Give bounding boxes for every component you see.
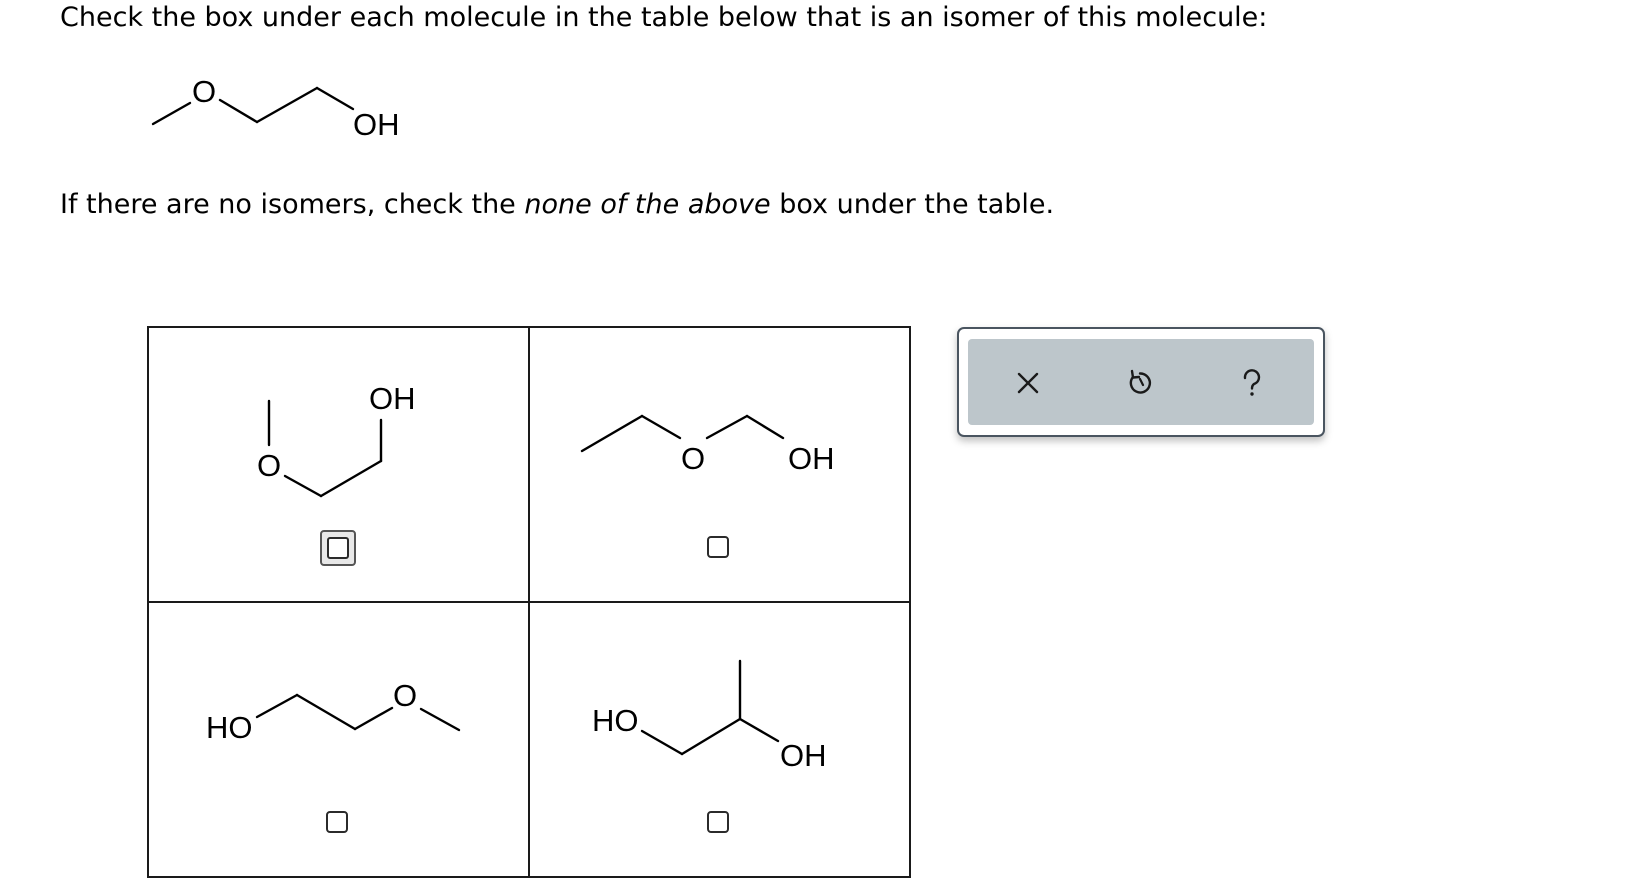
target-bond-3 bbox=[257, 88, 317, 122]
molecule-b-bond-1 bbox=[582, 416, 642, 451]
molecule-d-structure bbox=[530, 603, 909, 876]
molecule-a-checkbox[interactable] bbox=[320, 530, 356, 566]
molecule-a-bond-2 bbox=[285, 476, 321, 496]
choice-cell-a bbox=[148, 327, 529, 602]
target-bond-2 bbox=[220, 100, 257, 122]
help-icon bbox=[1236, 367, 1268, 399]
molecule-a-label-oh: OH bbox=[369, 381, 416, 416]
hint-emphasis: none of the above bbox=[524, 189, 771, 220]
molecule-b-bond-3 bbox=[707, 416, 747, 438]
clear-button[interactable] bbox=[1006, 361, 1050, 405]
molecule-c-checkbox[interactable] bbox=[326, 811, 348, 833]
molecule-d-label-ho: HO bbox=[592, 703, 639, 738]
question-instruction: Check the box under each molecule in the table below that is an isomer of this molecule: bbox=[60, 2, 1268, 33]
molecule-d-checkbox[interactable] bbox=[707, 811, 729, 833]
molecule-b-bond-2 bbox=[642, 416, 680, 438]
choice-cell-c bbox=[148, 602, 529, 877]
molecule-c-bond-4 bbox=[421, 709, 459, 730]
choice-cell-b bbox=[529, 327, 910, 602]
choices-table bbox=[147, 326, 911, 878]
molecule-d-bond-1 bbox=[642, 731, 682, 754]
molecule-b-structure bbox=[530, 328, 909, 601]
target-bond-4 bbox=[317, 88, 353, 109]
hint-text-end: box under the table. bbox=[770, 189, 1055, 220]
target-molecule-structure bbox=[145, 72, 425, 152]
target-bond-1 bbox=[153, 103, 190, 124]
molecule-c-label-o: O bbox=[393, 678, 418, 713]
help-button[interactable] bbox=[1230, 361, 1274, 405]
question-hint bbox=[60, 189, 1054, 220]
answer-toolbar bbox=[957, 327, 1325, 437]
undo-icon bbox=[1124, 367, 1156, 399]
molecule-c-bond-1 bbox=[257, 695, 297, 717]
molecule-b-label-oh: OH bbox=[788, 441, 835, 476]
molecule-a-checkbox-box[interactable] bbox=[327, 537, 349, 559]
molecule-b-bond-4 bbox=[747, 416, 783, 438]
target-label-o: O bbox=[192, 74, 217, 109]
molecule-d-label-oh: OH bbox=[780, 738, 827, 773]
choice-cell-d bbox=[529, 602, 910, 877]
molecule-c-label-ho: HO bbox=[206, 710, 253, 745]
undo-button[interactable] bbox=[1118, 361, 1162, 405]
hint-text-start: If there are no isomers, check the bbox=[60, 189, 525, 220]
close-icon bbox=[1012, 367, 1044, 399]
toolbar-button-bar bbox=[968, 339, 1314, 425]
molecule-b-label-o: O bbox=[681, 441, 706, 476]
target-label-oh: OH bbox=[353, 107, 400, 142]
molecule-a-label-o: O bbox=[257, 448, 282, 483]
molecule-d-bond-4 bbox=[740, 719, 778, 741]
molecule-a-bond-3 bbox=[321, 461, 381, 496]
molecule-b-checkbox[interactable] bbox=[707, 536, 729, 558]
molecule-c-bond-3 bbox=[355, 708, 392, 729]
molecule-c-bond-2 bbox=[297, 695, 355, 729]
molecule-c-structure bbox=[149, 603, 528, 876]
molecule-d-bond-2 bbox=[682, 719, 740, 754]
